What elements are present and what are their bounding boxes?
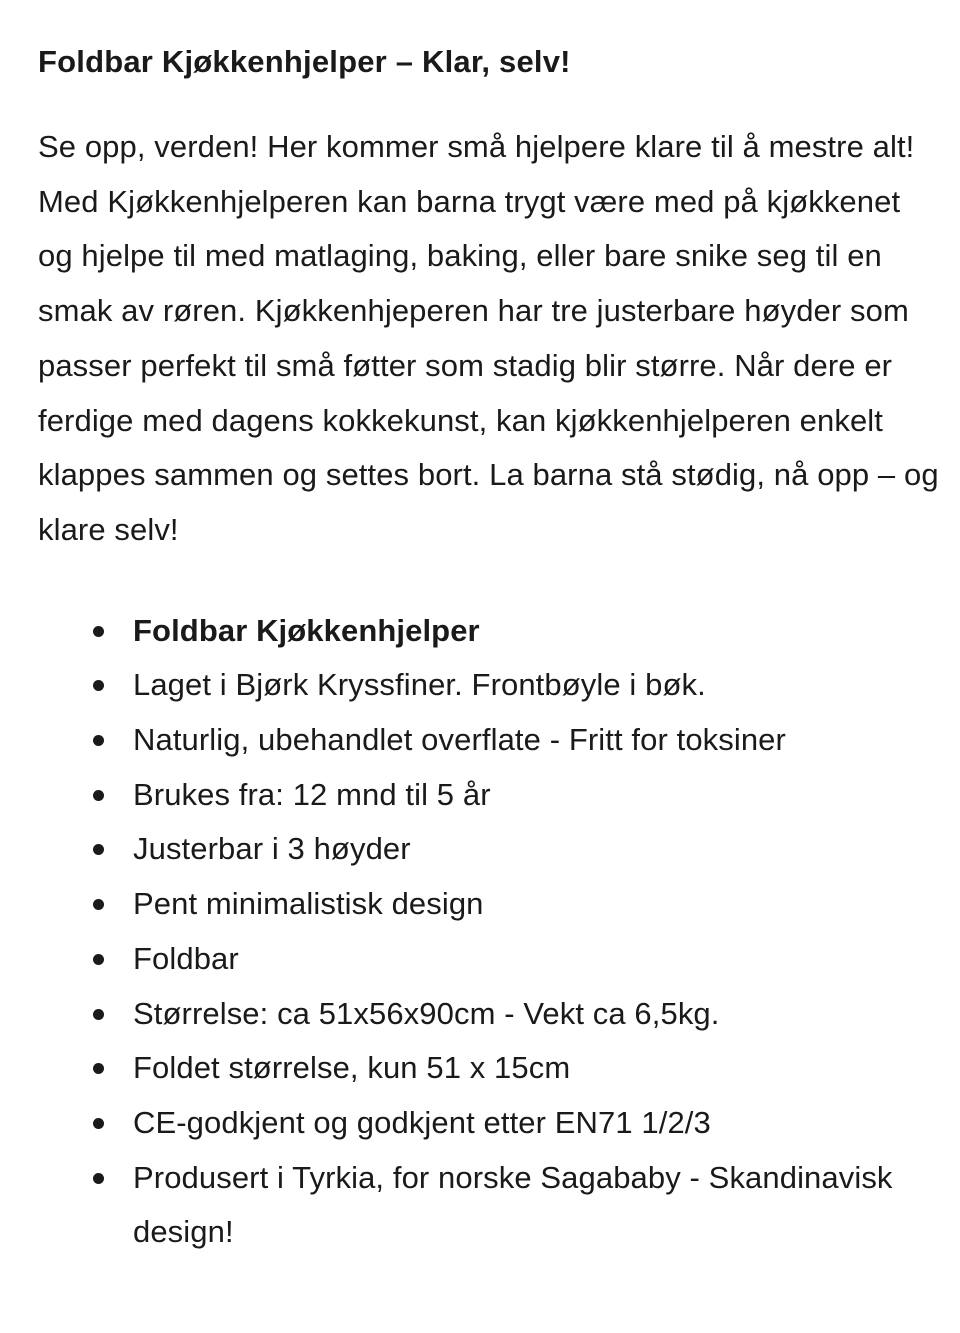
feature-text: Naturlig, ubehandlet overflate - Fritt for toksiner <box>133 722 786 758</box>
list-item <box>38 932 943 987</box>
feature-text: Foldbar Kjøkkenhjelper <box>133 612 480 648</box>
product-description <box>38 38 943 1260</box>
bullet-icon <box>93 1173 104 1184</box>
bullet-icon <box>93 1063 104 1074</box>
feature-text: CE-godkjent og godkjent etter EN71 1/2/3 <box>133 1104 711 1140</box>
feature-text: Produsert i Tyrkia, for norske Sagababy - Skandinavisk design! <box>133 1159 893 1250</box>
feature-text: Justerbar i 3 høyder <box>133 831 411 867</box>
feature-text: Brukes fra: 12 mnd til 5 år <box>133 776 491 812</box>
bullet-icon <box>93 899 104 910</box>
list-item <box>38 658 943 713</box>
list-item <box>38 1041 943 1096</box>
bullet-icon <box>93 1009 104 1020</box>
bullet-icon <box>93 1118 104 1129</box>
feature-text: Foldbar <box>133 940 239 976</box>
bullet-icon <box>93 954 104 965</box>
list-item <box>38 987 943 1042</box>
bullet-icon <box>93 844 104 855</box>
bullet-icon <box>93 626 104 637</box>
list-item <box>38 1151 943 1260</box>
feature-text: Pent minimalistisk design <box>133 886 484 922</box>
feature-text: Laget i Bjørk Kryssfiner. Frontbøyle i bøk. <box>133 667 706 703</box>
list-item <box>38 604 943 659</box>
bullet-icon <box>93 790 104 801</box>
bullet-icon <box>93 680 104 691</box>
list-item <box>38 1096 943 1151</box>
feature-list <box>38 604 943 1260</box>
list-item <box>38 822 943 877</box>
feature-text: Foldet størrelse, kun 51 x 15cm <box>133 1050 571 1086</box>
page-title: Foldbar Kjøkkenhjelper – Klar, selv! <box>38 44 571 79</box>
list-item <box>38 713 943 768</box>
list-item <box>38 768 943 823</box>
bullet-icon <box>93 735 104 746</box>
description-paragraph: Se opp, verden! Her kommer små hjelpere klare til å mestre alt! Med Kjøkkenhjelperen kan barna trygt være med på kjøkkenet og hjelpe til med matlaging, baking, eller bare snike seg til en smak av røren. Kjøkkenhjeperen har tre justerbare høyder som passer perfekt til små føtter som stadig blir større. Når dere er ferdige med dagens kokkekunst, kan kjøkkenhjelperen enkelt klappes sammen og settes bort. La barna stå stødig, nå opp – og klare selv! <box>38 129 939 547</box>
list-item <box>38 877 943 932</box>
feature-text: Størrelse: ca 51x56x90cm - Vekt ca 6,5kg. <box>133 995 720 1031</box>
